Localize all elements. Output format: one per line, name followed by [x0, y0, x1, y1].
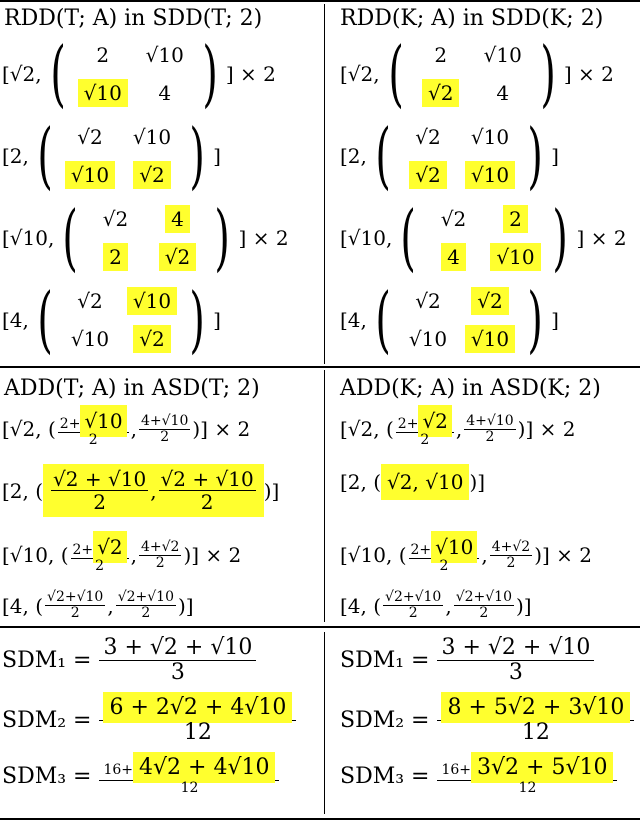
matrix-cell: √2: [440, 207, 467, 231]
denominator: 2: [70, 605, 80, 622]
sdm-num-pre: 16+: [441, 762, 472, 778]
comma: ,: [107, 593, 114, 618]
matrix-cell: √2: [133, 325, 170, 353]
denominator: 12: [183, 720, 212, 746]
rdd-row: [340, 113, 559, 198]
highlight: √2: [93, 531, 126, 563]
add-row: [2, 536, 241, 575]
matrix-grid: [410, 36, 534, 112]
sdm-num-wrap: [103, 692, 292, 723]
sdm-num: 3√2 + 5√10: [471, 752, 613, 783]
matrix-cell: √10: [65, 161, 115, 189]
fraction-1: [58, 410, 129, 449]
frac-num-pre: 2+: [397, 416, 419, 432]
rdd-prefix: [√2,: [2, 62, 42, 86]
left-paren: (: [400, 195, 417, 280]
matrix-grid: [422, 200, 546, 276]
sdm-label: SDM₃ =: [2, 763, 92, 789]
mid-rule-2: [0, 626, 640, 628]
add-prefix: [√10, (: [2, 543, 69, 568]
rdd-suffix: ]: [551, 308, 559, 332]
denominator: 2: [160, 428, 170, 445]
rdd-row: [340, 31, 614, 116]
add-suffix: )] × 2: [517, 417, 576, 442]
matrix-cell: 4: [165, 205, 190, 233]
numerator: √2+√10: [455, 589, 512, 605]
rdd-suffix: ] × 2: [225, 62, 276, 86]
numerator: [437, 636, 594, 661]
rdd-suffix: ] × 2: [576, 226, 627, 250]
denominator: 3: [508, 660, 523, 686]
numerator: 4+√10: [466, 412, 514, 429]
denominator: 12: [518, 780, 537, 797]
numerator: √2 + √10: [160, 467, 254, 491]
matrix: [394, 195, 574, 280]
left-paren: (: [375, 277, 391, 362]
left-paren: (: [37, 113, 53, 198]
sdm-label: SDM₂ =: [340, 708, 430, 734]
sdm-num-wrap: [441, 755, 613, 780]
add-row: [340, 410, 575, 449]
add-right-header: ADD(K; A) in ASD(K; 2): [340, 376, 601, 401]
matrix-grid: [59, 282, 183, 358]
rdd-suffix: ] × 2: [563, 62, 614, 86]
numerator: 4+√2: [491, 538, 531, 555]
matrix: [369, 277, 549, 362]
matrix-grid: [397, 282, 521, 358]
matrix: [31, 277, 211, 362]
numerator: [437, 696, 634, 721]
add-row: [2, 410, 250, 449]
sdm-row: [2, 756, 281, 797]
sdm-num-wrap: [103, 635, 252, 660]
rdd-row: [2, 113, 221, 198]
add-suffix: )]: [178, 593, 194, 618]
numerator: [99, 756, 279, 781]
fraction-1: [383, 590, 443, 622]
frac-num-wrap: [60, 409, 127, 433]
numerator: [409, 536, 480, 559]
frac-num-pre: 2+: [410, 542, 432, 558]
matrix-cell: √2: [415, 289, 441, 313]
denominator: 2: [420, 432, 430, 449]
comma: ,: [445, 593, 452, 618]
numerator: [437, 756, 617, 781]
sdm-row: [2, 696, 298, 745]
matrix-grid: [72, 36, 196, 112]
top-rule: [0, 0, 640, 2]
fraction-1: [71, 536, 129, 575]
matrix-cell: √10: [470, 125, 510, 149]
left-paren: (: [49, 31, 66, 116]
matrix-cell: √10: [70, 327, 110, 351]
add-suffix: )]: [263, 478, 280, 503]
rdd-prefix: [4,: [2, 308, 29, 332]
numerator: √2+√10: [385, 589, 442, 605]
sdm-fraction: [437, 756, 617, 797]
add-prefix: [4, (: [340, 593, 382, 618]
matrix-cell: √2: [159, 243, 196, 271]
left-paren: (: [37, 277, 53, 362]
sdm-row: [340, 756, 619, 797]
sdm-fraction: [99, 696, 296, 745]
frac-num-pre: 2+: [72, 542, 94, 558]
add-suffix: )] × 2: [183, 543, 242, 568]
matrix: [31, 113, 211, 198]
comma: ,: [130, 417, 137, 442]
fraction-1: [409, 536, 480, 575]
frac-num-wrap: [411, 535, 478, 559]
denominator: 2: [485, 428, 495, 445]
numerator: [99, 696, 296, 721]
sdm-fraction: [437, 696, 634, 745]
right-paren: ): [214, 195, 231, 280]
add-suffix: )]: [516, 593, 532, 618]
matrix-cell: √2: [102, 207, 129, 231]
right-paren: ): [189, 113, 205, 198]
sdm-num-wrap: [441, 692, 630, 723]
matrix: [56, 195, 236, 280]
highlight: √10: [431, 531, 477, 563]
sdm-row: [340, 636, 596, 685]
add-row: [340, 536, 592, 575]
rdd-prefix: [√10,: [2, 226, 55, 250]
rdd-suffix: ]: [213, 308, 221, 332]
matrix-cell: √2: [77, 125, 103, 149]
fraction-2: [139, 414, 190, 446]
matrix-cell: √10: [132, 125, 172, 149]
add-row: [340, 590, 532, 622]
matrix-grid: [84, 200, 208, 276]
sdm-num: 3 + √2 + √10: [441, 635, 591, 660]
frac-num-wrap: [398, 409, 452, 433]
matrix-cell: √10: [145, 43, 184, 67]
matrix-grid: [59, 118, 183, 194]
left-paren: (: [375, 113, 391, 198]
sdm-fraction: [437, 636, 594, 685]
matrix-cell: √10: [127, 287, 177, 315]
right-paren: ): [527, 277, 543, 362]
sdm-num: 3 + √2 + √10: [103, 635, 253, 660]
left-paren: (: [387, 31, 404, 116]
fraction-2: [139, 540, 181, 572]
matrix: [382, 31, 562, 116]
denominator: 2: [439, 558, 449, 575]
sdm-row: [340, 696, 636, 745]
add-prefix: [√2, (: [340, 417, 394, 442]
sdm-label: SDM₃ =: [340, 763, 430, 789]
fraction-2: [116, 590, 176, 622]
matrix-cell: √2: [77, 289, 103, 313]
add-row: [2, 464, 279, 517]
numerator: √2+√10: [47, 589, 104, 605]
frac-num-pre: 2+: [59, 416, 81, 432]
numerator: [99, 636, 256, 661]
right-paren: ): [202, 31, 218, 116]
rdd-prefix: [√10,: [340, 226, 393, 250]
highlight: √10: [80, 405, 126, 437]
sdm-row: [2, 636, 258, 685]
matrix-cell: √10: [408, 327, 448, 351]
denominator: 2: [408, 605, 418, 622]
sdm-fraction: [99, 756, 279, 797]
add-row: [2, 590, 194, 622]
rdd-row: [2, 31, 276, 116]
denominator: 2: [141, 605, 151, 622]
bottom-rule: [0, 818, 640, 820]
rdd-row: [340, 277, 559, 362]
matrix-cell: 2: [434, 43, 448, 67]
matrix: [369, 113, 549, 198]
denominator: 2: [93, 490, 106, 514]
rdd-suffix: ]: [551, 144, 559, 168]
col-divider-1: [324, 4, 325, 364]
sdm-num: 6 + 2√2 + 4√10: [103, 692, 292, 723]
numerator: √2+√10: [117, 589, 174, 605]
add-prefix: [2, (: [2, 478, 44, 503]
fraction-2: [464, 414, 515, 446]
rdd-suffix: ] × 2: [238, 226, 289, 250]
matrix-cell: √2: [471, 287, 508, 315]
matrix-cell: 2: [103, 243, 128, 271]
rdd-suffix: ]: [213, 144, 221, 168]
rdd-prefix: [√2,: [340, 62, 380, 86]
numerator: √2 + √10: [53, 467, 147, 491]
rdd-row: [2, 195, 289, 280]
matrix-cell: √10: [465, 161, 515, 189]
matrix-cell: √2: [133, 161, 170, 189]
denominator: 3: [170, 660, 185, 686]
rdd-prefix: [4,: [340, 308, 367, 332]
sdm-label: SDM₁ =: [2, 648, 92, 674]
matrix-cell: 4: [158, 81, 172, 105]
matrix-cell: 2: [503, 205, 528, 233]
mid-rule-1: [0, 366, 640, 368]
right-paren: ): [189, 277, 205, 362]
denominator: 2: [88, 432, 98, 449]
fraction-1: [396, 410, 454, 449]
matrix-cell: 4: [441, 243, 466, 271]
denominator: 12: [521, 720, 550, 746]
sdm-num-pre: 16+: [103, 762, 134, 778]
highlight-box: [43, 464, 264, 517]
rdd-right-header: RDD(K; A) in SDD(K; 2): [340, 6, 604, 31]
denominator: 2: [479, 605, 489, 622]
denominator: 12: [180, 780, 199, 797]
matrix-cell: √10: [490, 243, 540, 271]
comma: ,: [481, 543, 488, 568]
add-row: [340, 464, 485, 500]
numerator: [396, 410, 454, 433]
denominator: 2: [506, 554, 516, 571]
comma: ,: [455, 417, 463, 442]
matrix: [44, 31, 224, 116]
add-prefix: [4, (: [2, 593, 44, 618]
sdm-num: 4√2 + 4√10: [133, 752, 275, 783]
numerator: 4+√10: [141, 412, 189, 429]
add-prefix: [√10, (: [340, 543, 407, 568]
matrix-cell: √10: [483, 43, 522, 67]
sdm-num-wrap: [103, 755, 275, 780]
frac-num-wrap: [73, 535, 127, 559]
matrix-cell: √10: [465, 325, 515, 353]
add-suffix: )] × 2: [534, 543, 592, 568]
comma: ,: [130, 543, 137, 568]
matrix-cell: √2: [415, 125, 441, 149]
fraction-2: [490, 540, 532, 572]
col-divider-3: [324, 632, 325, 814]
add-left-header: ADD(T; A) in ASD(T; 2): [4, 376, 260, 401]
fraction-1: [51, 468, 148, 513]
matrix-cell: √10: [78, 79, 128, 107]
rdd-left-header: RDD(T; A) in SDD(T; 2): [4, 6, 263, 31]
sdm-fraction: [99, 636, 256, 685]
sdm-label: SDM₂ =: [2, 708, 92, 734]
numerator: [71, 536, 129, 559]
left-paren: (: [62, 195, 79, 280]
add-prefix: [2, (: [340, 470, 382, 494]
denominator: 2: [95, 558, 105, 575]
comma: ,: [150, 478, 157, 503]
right-paren: ): [552, 195, 569, 280]
fraction-2: [159, 468, 256, 513]
right-paren: ): [527, 113, 543, 198]
add-suffix: )]: [469, 470, 486, 494]
matrix-cell: 2: [96, 43, 110, 67]
matrix-cell: √2: [409, 161, 446, 189]
rdd-prefix: [2,: [340, 144, 367, 168]
sdm-label: SDM₁ =: [340, 648, 430, 674]
denominator: 2: [200, 490, 214, 514]
denominator: 2: [155, 554, 165, 571]
matrix-grid: [397, 118, 521, 194]
highlight: √2: [418, 405, 451, 437]
add-prefix: [√2, (: [2, 417, 56, 442]
numerator: 4+√2: [140, 538, 180, 555]
add-suffix: )] × 2: [192, 417, 251, 442]
fraction-2: [454, 590, 514, 622]
sdm-num-wrap: [441, 635, 590, 660]
fraction-1: [45, 590, 105, 622]
right-paren: ): [540, 31, 556, 116]
matrix-cell: 4: [496, 81, 510, 105]
rdd-row: [340, 195, 627, 280]
rdd-prefix: [2,: [2, 144, 29, 168]
rdd-row: [2, 277, 221, 362]
sdm-num: 8 + 5√2 + 3√10: [441, 692, 630, 723]
highlight-pair: √2, √10: [381, 464, 469, 500]
matrix-cell: √2: [422, 79, 459, 107]
numerator: [58, 410, 129, 433]
col-divider-2: [324, 370, 325, 622]
